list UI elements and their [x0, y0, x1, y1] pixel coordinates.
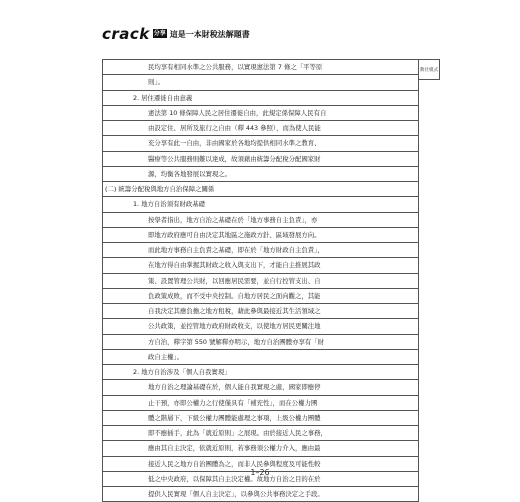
text-line: 按學者指出，地方自治之基礎在於「地方事務自主負責」，亦 [103, 213, 419, 228]
section-heading-line: (二) 統籌分配稅與地方自治保障之關係 [103, 182, 419, 197]
logo-badge: 分享 [153, 29, 166, 37]
text-line: 體之階層下，下級公權力團體能處理之事項，上級公權力團體 [103, 411, 419, 426]
page-number: 1–26 [250, 468, 270, 477]
text-line: 地方自治之理論基礎在於，個人能自我實現之處，國家即應停 [103, 380, 419, 395]
text-line: 憲法第 10 條保障人民之居住遷徙自由，此規定係保障人民有自 [103, 106, 419, 121]
text-line: 在地方得自由掌握其財政之收入與支出下，才能自主推展其政 [103, 258, 419, 273]
text-line: 公共政策，並控管地方政府財政收支，以使地方居民更關注地 [103, 319, 419, 334]
page-header [102, 26, 250, 42]
text-line: 政自主權」。 [103, 350, 419, 365]
text-line: 醫療等公共服務則難以達成，故須藉由統籌分配稅分配國家財 [103, 152, 419, 167]
text-line: 即不應插手，此為「就近原則」之展現。由於接近人民之事務， [103, 426, 419, 441]
text-line: 自我決定其應負擔之地方租稅，藉此參與最接近其生活領域之 [103, 304, 419, 319]
subheading-line: 2. 地方自治涉及「個人自我實現」 [103, 365, 419, 380]
text-line: 充分享有此一自由，非由國家於各地均提供相同水準之教育、 [103, 136, 419, 151]
text-line: 策、設置管理公共財，以回應居民需要，並自行控管支出、自 [103, 274, 419, 289]
answer-grid [102, 59, 419, 502]
text-line: 應由其自主決定，依就近原則，若事務須公權力介入，應由最 [103, 441, 419, 456]
crack-logo: crack [102, 25, 150, 43]
text-line: 接近人民之地方自治團體為之，而非人民參與程度及可能性較 [103, 457, 419, 472]
text-line: 源，均衡各地發展以實現之。 [103, 167, 419, 182]
subheading-line: 2. 居住遷徙自由意義 [103, 91, 419, 106]
text-line: 民均享有相同水準之公共服務，以實現憲法第 7 條之「平等原 [103, 60, 419, 75]
text-line: 即地方政府應可自由決定其地區之施政方針、區域發展方向。 [103, 228, 419, 243]
text-line: 方自治，釋字第 550 號解釋亦明示，地方自治團體亦享有「財 [103, 335, 419, 350]
subheading-line: 1. 地方自治須有財政基礎 [103, 197, 419, 212]
text-line: 提供人民實現「個人自主決定」，以參與公共事務決定之手段。 [103, 487, 419, 502]
book-title: 這是一本財稅法解題書 [169, 29, 250, 39]
side-note-box: 教社模式 [418, 59, 440, 80]
text-line: 而此地方事務自主負責之基礎，即在於「地方財政自主負責」， [103, 243, 419, 258]
text-line: 止干預，亦即公權力之行使僅具有「補充性」，而在公權力團 [103, 396, 419, 411]
text-line: 則」。 [103, 75, 419, 90]
text-line: 低之中央政府，以保障其自主決定權。故地方自治之目的在於 [103, 472, 419, 487]
text-line: 由設定住、居所及旅行之自由（釋 443 參照），而為使人民能 [103, 121, 419, 136]
text-line: 負政策成敗，而不受中央控制。自地方居民之面向觀之，其能 [103, 289, 419, 304]
